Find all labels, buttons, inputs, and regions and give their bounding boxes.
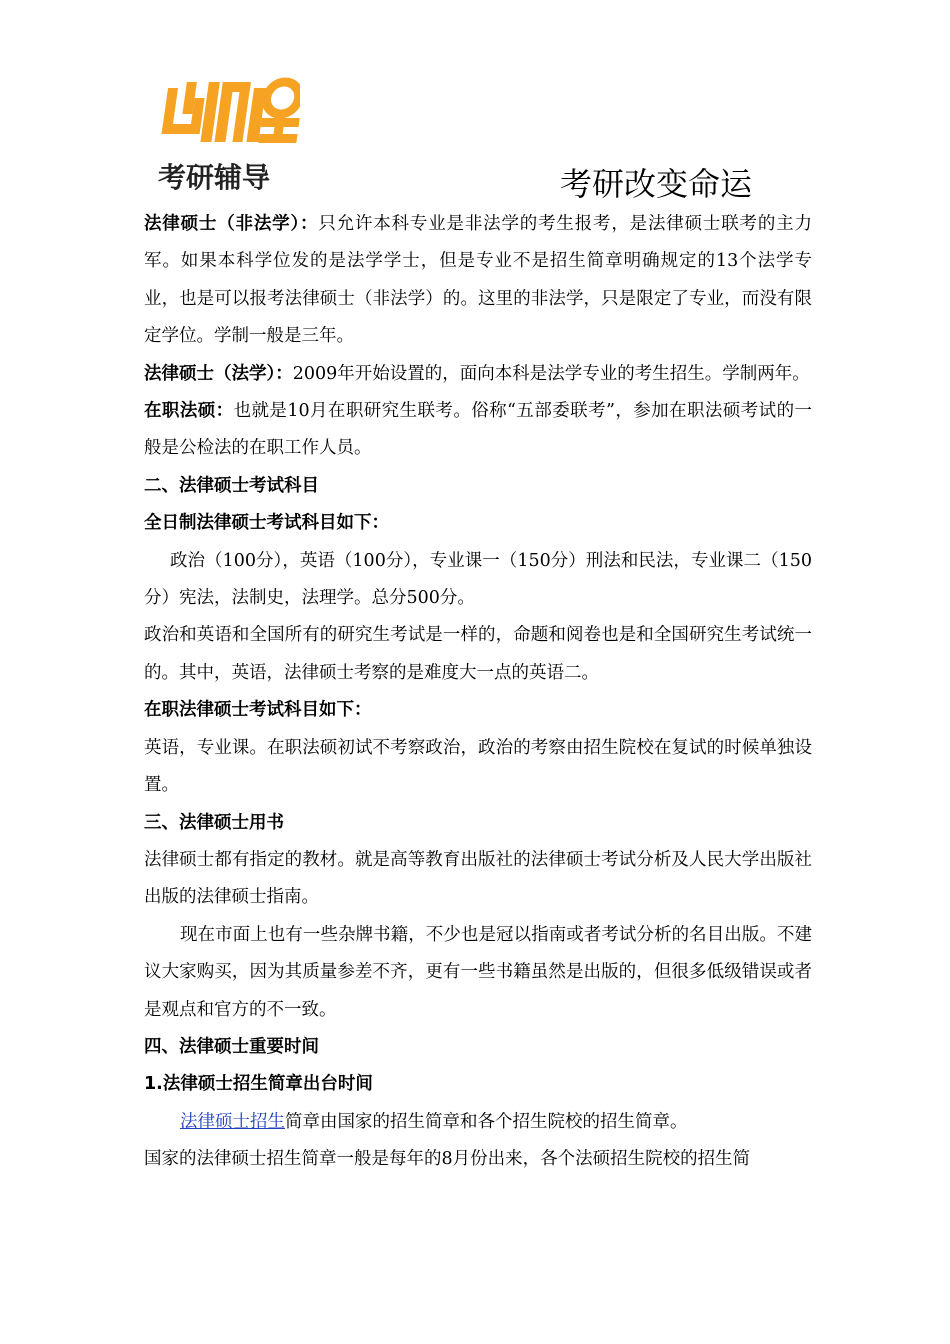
subsection-heading: 全日制法律硕士考试科目如下：	[144, 513, 389, 534]
logo-caption: 考研辅导	[158, 161, 271, 194]
paragraph-text: 现在市面上也有一些杂牌书籍，不少也是冠以指南或者考试分析的名目出版。不建议大家购买，因为其质量参差不齐，更有一些书籍虽然是出版的，但很多低级错误或者是观点和官方的不一致。	[144, 924, 812, 1020]
paragraph-nonlaw	[144, 206, 812, 356]
paragraph-inservice	[144, 393, 812, 468]
paragraph-text: 法律硕士都有指定的教材。就是高等教育出版社的法律硕士考试分析及人民大学出版社出版的法律硕士指南。	[144, 849, 812, 908]
brand-logo	[150, 74, 300, 196]
term-label: 法律硕士（非法学）：	[144, 214, 319, 234]
paragraph-law	[144, 356, 812, 393]
term-label: 法律硕士（法学）：	[144, 363, 293, 384]
law-master-admission-link[interactable]: 法律硕士招生	[180, 1111, 285, 1132]
paragraph-with-link	[144, 1104, 812, 1141]
paragraph-text: 政治和英语和全国所有的研究生考试是一样的，命题和阅卷也是和全国研究生考试统一的。其中，英语，法律硕士考察的是难度大一点的英语二。	[144, 625, 812, 683]
paragraph-text: 2009年开始设置的，面向本科是法学专业的考生招生。学制两年。	[292, 363, 810, 384]
paragraph-text: 只允许本科专业是非法学的考生报考，是法律硕士联考的主力军。如果本科学位发的是法学学士，但是专业不是招生简章明确规定的13个法学专业，也是可以报考法律硕士（非法学）的。这里的非法学，只是限定了专业，而没有限定学位。学制一般是三年。	[144, 214, 812, 347]
paragraph-text: 政治（100分），英语（100分），专业课一（150分）刑法和民法，专业课二（150分）宪法，法制史，法理学。总分500分。	[144, 550, 812, 609]
term-label: 在职法硕：	[144, 401, 234, 422]
paragraph-text: 英语，专业课。在职法硕初试不考察政治，政治的考察由招生院校在复试的时候单独设置。	[144, 737, 812, 796]
logo-mark	[150, 74, 300, 196]
subsection-heading: 在职法律硕士考试科目如下：	[144, 700, 372, 721]
slogan: 考研改变命运	[560, 165, 753, 203]
subsection-heading: 1.法律硕士招生简章出台时间	[144, 1074, 373, 1095]
article-body	[144, 206, 812, 1179]
section-heading: 二、法律硕士考试科目	[144, 475, 319, 496]
section-heading: 四、法律硕士重要时间	[144, 1036, 319, 1057]
paragraph-text: 也就是10月在职研究生联考。俗称“五部委联考”，参加在职法硕考试的一般是公检法的在职工作人员。	[144, 401, 812, 459]
paragraph-text: 简章由国家的招生简章和各个招生院校的招生简章。	[285, 1111, 688, 1132]
section-heading: 三、法律硕士用书	[144, 812, 284, 833]
paragraph-text: 国家的法律硕士招生简章一般是每年的8月份出来，各个法硕招生院校的招生简	[144, 1149, 751, 1170]
